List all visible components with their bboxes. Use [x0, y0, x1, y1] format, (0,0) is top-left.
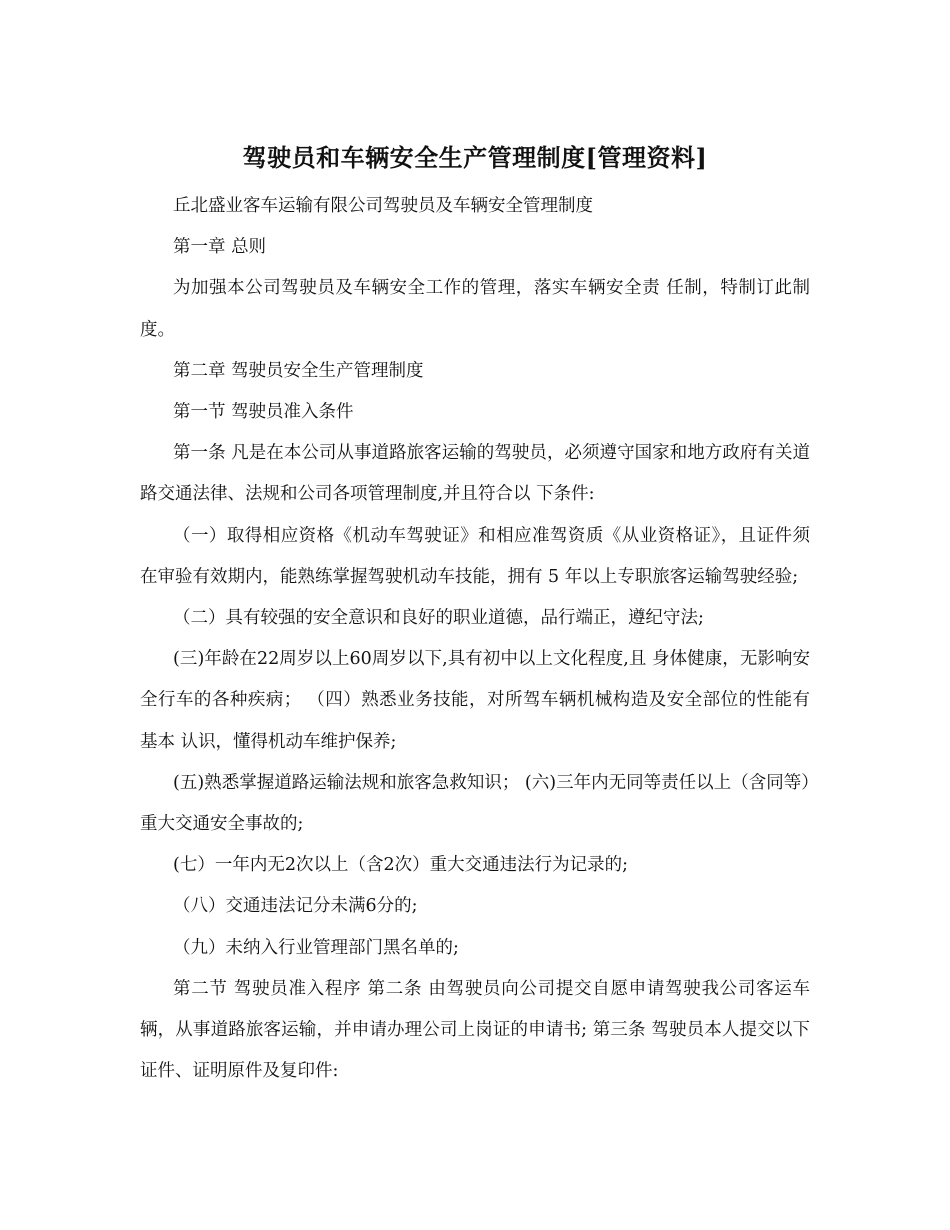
- paragraph-purpose: 为加强本公司驾驶员及车辆安全工作的管理，落实车辆安全责 任制，特制订此制度。: [140, 278, 810, 340]
- paragraph-condition-2: （二）具有较强的安全意识和良好的职业道德，品行端正，遵纪守法;: [173, 608, 704, 629]
- document-title: 驾驶员和车辆安全生产管理制度[管理资料]: [242, 143, 708, 172]
- paragraph-condition-3-4: (三)年龄在22周岁以上60周岁以下,具有初中以上文化程度,且 身体健康，无影响安全行车的各种疾病； （四）熟悉业务技能，对所驾车辆机械构造及安全部位的性能有基本 认识，懂得机动车维护保养;: [140, 649, 810, 752]
- paragraph-condition-5-6: (五)熟悉掌握道路运输法规和旅客急救知识； (六)三年内无同等责任以上（含同等）重大交通安全事故的;: [140, 772, 810, 835]
- paragraph-chapter-2: 第二章 驾驶员安全生产管理制度: [173, 360, 424, 381]
- paragraph-article-1: 第一条 凡是在本公司从事道路旅客运输的驾驶员，必须遵守国家和地方政府有关道路交通法律、法规和公司各项管理制度,并且符合以 下条件:: [140, 443, 810, 505]
- paragraph-condition-1: （一）取得相应资格《机动车驾驶证》和相应准驾资质《从业资格证》，且证件须在审验有效期内，能熟练掌握驾驶机动车技能，拥有 5 年以上专职旅客运输驾驶经验;: [140, 525, 810, 587]
- paragraph-section-2: 第二节 驾驶员准入程序 第二条 由驾驶员向公司提交自愿申请驾驶我公司客运车辆，从事道路旅客运输，并申请办理公司上岗证的申请书; 第三条 驾驶员本人提交以下证件、证明原件及复印件:: [140, 978, 810, 1082]
- paragraph-condition-8: （八）交通违法记分未满6分的;: [173, 896, 418, 917]
- paragraph-chapter-1: 第一章 总则: [173, 237, 267, 258]
- document-body: [140, 186, 810, 1092]
- paragraph-company-name: 丘北盛业客车运输有限公司驾驶员及车辆安全管理制度: [173, 196, 593, 216]
- paragraph-condition-7: (七）一年内无2次以上（含2次）重大交通违法行为记录的;: [173, 855, 628, 876]
- paragraph-section-1: 第一节 驾驶员准入条件: [173, 402, 354, 423]
- paragraph-condition-9: （九）未纳入行业管理部门黑名单的;: [173, 937, 459, 958]
